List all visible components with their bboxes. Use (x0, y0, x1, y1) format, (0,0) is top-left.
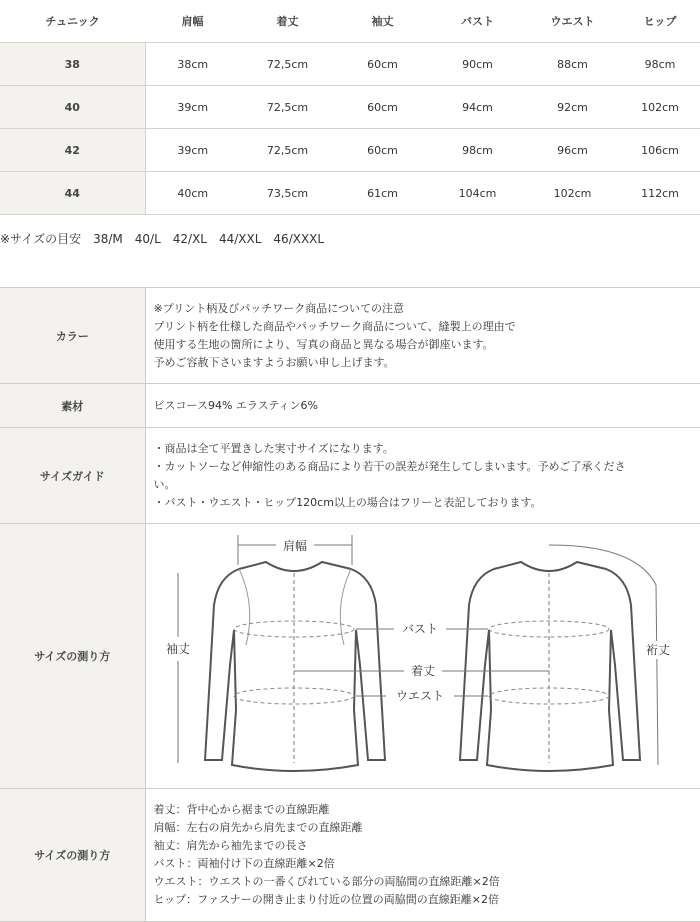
material-value: ビスコース94% エラスティン6% (145, 384, 700, 428)
connector-lines (294, 629, 549, 696)
info-row-measure-text (0, 789, 700, 922)
table-cell: 60cm (335, 129, 430, 172)
color-note-line: プリント柄を仕様した商品やパッチワーク商品について、縫製上の理由で (153, 319, 516, 333)
length-label: 着丈 (410, 664, 435, 678)
table-cell: 96cm (525, 129, 620, 172)
measure-text-line: 袖丈：肩先から袖先までの長さ (153, 839, 308, 852)
color-note-line: 使用する生地の箇所により、写真の商品と異なる場合が御座います。 (153, 337, 494, 351)
table-cell: 61cm (335, 172, 430, 215)
table-cell: 92cm (525, 86, 620, 129)
size-guide-line: ・商品は全て平置きした実寸サイズになります。 (153, 441, 394, 455)
measure-text-label: サイズの測り方 (0, 789, 145, 922)
color-label: カラー (0, 288, 145, 384)
info-row-size-guide (0, 428, 700, 524)
table-cell: 60cm (335, 43, 430, 86)
table-cell: 72,5cm (240, 129, 335, 172)
table-row (0, 43, 700, 86)
size-guide-notes (145, 428, 700, 524)
table-cell: 40cm (145, 172, 240, 215)
table-cell: 94cm (430, 86, 525, 129)
header-sleeve: 袖丈 (335, 0, 430, 43)
table-cell: 38cm (145, 43, 240, 86)
table-cell: 60cm (335, 86, 430, 129)
size-label: 44 (0, 172, 145, 215)
header-waist: ウエスト (525, 0, 620, 43)
back-garment-drawing (460, 562, 640, 771)
table-cell: 39cm (145, 86, 240, 129)
size-guide-line: い。 (153, 477, 176, 491)
header-product: チュニック (0, 0, 145, 43)
sleeve-label: 袖丈 (165, 642, 190, 656)
info-row-material (0, 384, 700, 428)
table-cell: 90cm (430, 43, 525, 86)
table-cell: 102cm (525, 172, 620, 215)
front-garment-drawing (205, 562, 385, 771)
measure-diagram-cell (145, 524, 700, 789)
table-cell: 73,5cm (240, 172, 335, 215)
size-label: 38 (0, 43, 145, 86)
measure-diagram-label: サイズの測り方 (0, 524, 145, 789)
raglan-measure (549, 545, 658, 765)
bust-label: バスト (401, 622, 438, 636)
size-note: ※サイズの目安 38/M 40/L 42/XL 44/XXL 46/XXXL (0, 232, 325, 246)
table-row (0, 172, 700, 215)
shoulder-label: 肩幅 (282, 539, 307, 553)
size-table-header-row (0, 0, 700, 43)
size-guide-line: ・カットソーなど伸縮性のある商品により若干の誤差が発生してしまいます。予めご了承くださ (153, 459, 626, 473)
measure-text-line: 着丈：背中心から裾までの直線距離 (153, 803, 330, 816)
color-note-line: 予めご容赦下さいますようお願い申し上げます。 (153, 355, 395, 369)
measure-text-line: バスト：両袖付け下の直線距離×2倍 (153, 857, 335, 870)
size-guide-label: サイズガイド (0, 428, 145, 524)
table-cell: 98cm (430, 129, 525, 172)
table-cell: 72,5cm (240, 43, 335, 86)
size-table (0, 0, 700, 215)
header-length: 着丈 (240, 0, 335, 43)
size-label: 42 (0, 129, 145, 172)
measure-diagram (146, 525, 700, 787)
material-label: 素材 (0, 384, 145, 428)
info-row-color (0, 288, 700, 384)
table-cell: 88cm (525, 43, 620, 86)
size-guide-line: ・バスト・ウエスト・ヒップ120cm以上の場合はフリーと表記しております。 (153, 495, 542, 509)
front-garment-inner-lines (239, 569, 351, 645)
waist-label: ウエスト (395, 689, 444, 703)
table-cell: 39cm (145, 129, 240, 172)
measure-text-line: 肩幅：左右の肩先から肩先までの直線距離 (153, 821, 363, 834)
measure-text-line: ヒップ：ファスナーの開き止まり付近の位置の両脇間の直線距離×2倍 (153, 893, 499, 906)
color-note-line: ※プリント柄及びパッチワーク商品についての注意 (153, 301, 405, 315)
info-row-measure-diagram (0, 524, 700, 789)
raglan-label: 裄丈 (645, 643, 670, 657)
table-row (0, 86, 700, 129)
info-table (0, 287, 700, 922)
table-cell: 106cm (620, 129, 700, 172)
header-hip: ヒップ (620, 0, 700, 43)
header-bust: バスト (430, 0, 525, 43)
header-shoulder: 肩幅 (145, 0, 240, 43)
table-cell: 98cm (620, 43, 700, 86)
measure-text-notes (145, 789, 700, 922)
table-cell: 102cm (620, 86, 700, 129)
table-cell: 112cm (620, 172, 700, 215)
table-cell: 104cm (430, 172, 525, 215)
table-row (0, 129, 700, 172)
table-cell: 72,5cm (240, 86, 335, 129)
color-notes (145, 288, 700, 384)
size-label: 40 (0, 86, 145, 129)
measure-text-line: ウエスト：ウエストの一番くびれている部分の両脇間の直線距離×2倍 (153, 875, 500, 888)
